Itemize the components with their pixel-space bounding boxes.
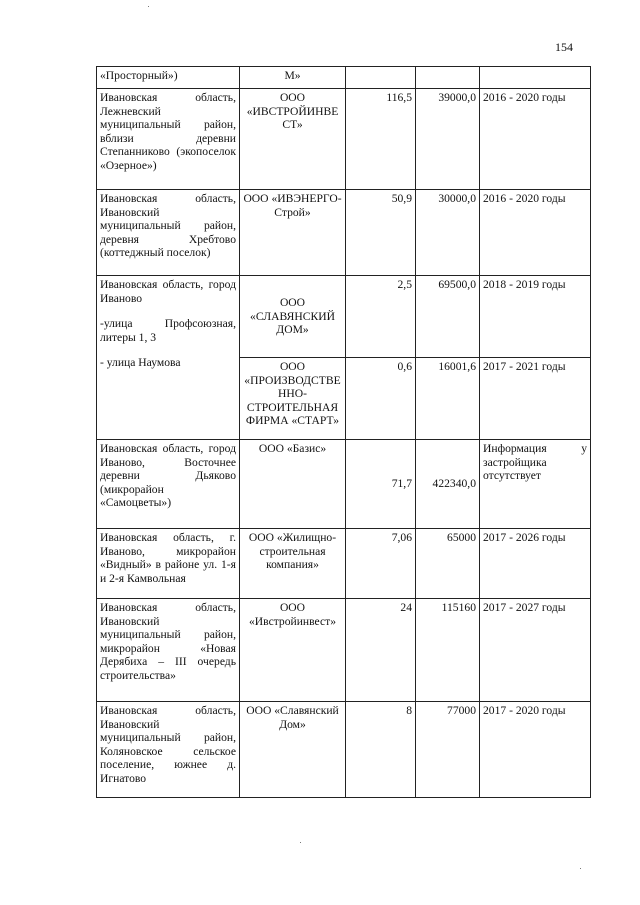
location-line: Ивановская область, город Иваново	[100, 278, 236, 305]
developer-cell: ООО «Жилищно-строительная компания»	[240, 529, 346, 599]
developer-cell: ООО «Славянский Дом»	[240, 702, 346, 798]
table-row	[97, 440, 591, 529]
price-cell	[416, 67, 480, 89]
developer-cell: ООО «СЛАВЯНСКИЙ ДОМ»	[240, 276, 346, 358]
developer-cell: М»	[240, 67, 346, 89]
period-cell: 2017 - 2026 годы	[480, 529, 591, 599]
location-cell: «Просторный»)	[97, 67, 240, 89]
price-cell: 115160	[416, 599, 480, 702]
area-cell: 50,9	[346, 190, 416, 276]
area-cell: 7,06	[346, 529, 416, 599]
price-cell: 39000,0	[416, 89, 480, 190]
area-cell: 116,5	[346, 89, 416, 190]
table-row	[97, 702, 591, 798]
period-cell: 2018 - 2019 годы	[480, 276, 591, 358]
location-cell: Ивановская область, Лежневский муниципальный район, вблизи деревни Степанниково (экопоселок «Озерное»)	[97, 89, 240, 190]
location-cell: Ивановская область, город Иваново, Восточнее деревни Дьяково (микрорайон «Самоцветы»)	[97, 440, 240, 529]
area-cell: 24	[346, 599, 416, 702]
location-cell: Ивановская область, Ивановский муниципальный район, деревня Хребтово (коттеджный поселок)	[97, 190, 240, 276]
location-cell: Ивановская область, г. Иваново, микрорайон «Видный» в районе ул. 1-я и 2-я Камвольная	[97, 529, 240, 599]
period-cell	[480, 67, 591, 89]
price-cell: 30000,0	[416, 190, 480, 276]
table-row	[97, 67, 591, 89]
developer-cell: ООО «ИВСТРОЙИНВЕ СТ»	[240, 89, 346, 190]
location-cell: Ивановская область, Ивановский муниципальный район, микрорайон «Новая Дерябиха – III очередь строительства»	[97, 599, 240, 702]
table-row	[97, 276, 591, 358]
period-cell: 2016 - 2020 годы	[480, 89, 591, 190]
developer-cell: ООО «ПРОИЗВОДСТВЕ ННО-СТРОИТЕЛЬНАЯ ФИРМА «СТАРТ»	[240, 358, 346, 440]
page-number: 154	[555, 40, 573, 54]
location-cell	[97, 276, 240, 440]
period-cell: 2017 - 2020 годы	[480, 702, 591, 798]
price-cell: 16001,6	[416, 358, 480, 440]
developer-cell: ООО «Ивстройинвест»	[240, 599, 346, 702]
period-cell: 2016 - 2020 годы	[480, 190, 591, 276]
area-cell: 2,5	[346, 276, 416, 358]
location-line: - улица Наумова	[100, 356, 181, 370]
location-line: -улица Профсоюзная, литеры 1, 3	[100, 317, 236, 344]
price-cell: 77000	[416, 702, 480, 798]
table-row	[97, 599, 591, 702]
developer-cell: ООО «ИВЭНЕРГО-Строй»	[240, 190, 346, 276]
area-cell: 71,7	[346, 440, 416, 529]
price-cell: 69500,0	[416, 276, 480, 358]
price-cell: 65000	[416, 529, 480, 599]
housing-projects-table	[96, 66, 591, 798]
table-row	[97, 190, 591, 276]
location-cell: Ивановская область, Ивановский муниципальный район, Коляновское сельское поселение, южнее д. Игнатово	[97, 702, 240, 798]
area-cell: 8	[346, 702, 416, 798]
price-cell: 422340,0	[416, 440, 480, 529]
table-row	[97, 89, 591, 190]
period-cell: Информация у застройщика отсутствует	[480, 440, 591, 529]
area-cell: 0,6	[346, 358, 416, 440]
developer-cell: ООО «Базис»	[240, 440, 346, 529]
area-cell	[346, 67, 416, 89]
period-cell: 2017 - 2021 годы	[480, 358, 591, 440]
period-cell: 2017 - 2027 годы	[480, 599, 591, 702]
table-row	[97, 529, 591, 599]
